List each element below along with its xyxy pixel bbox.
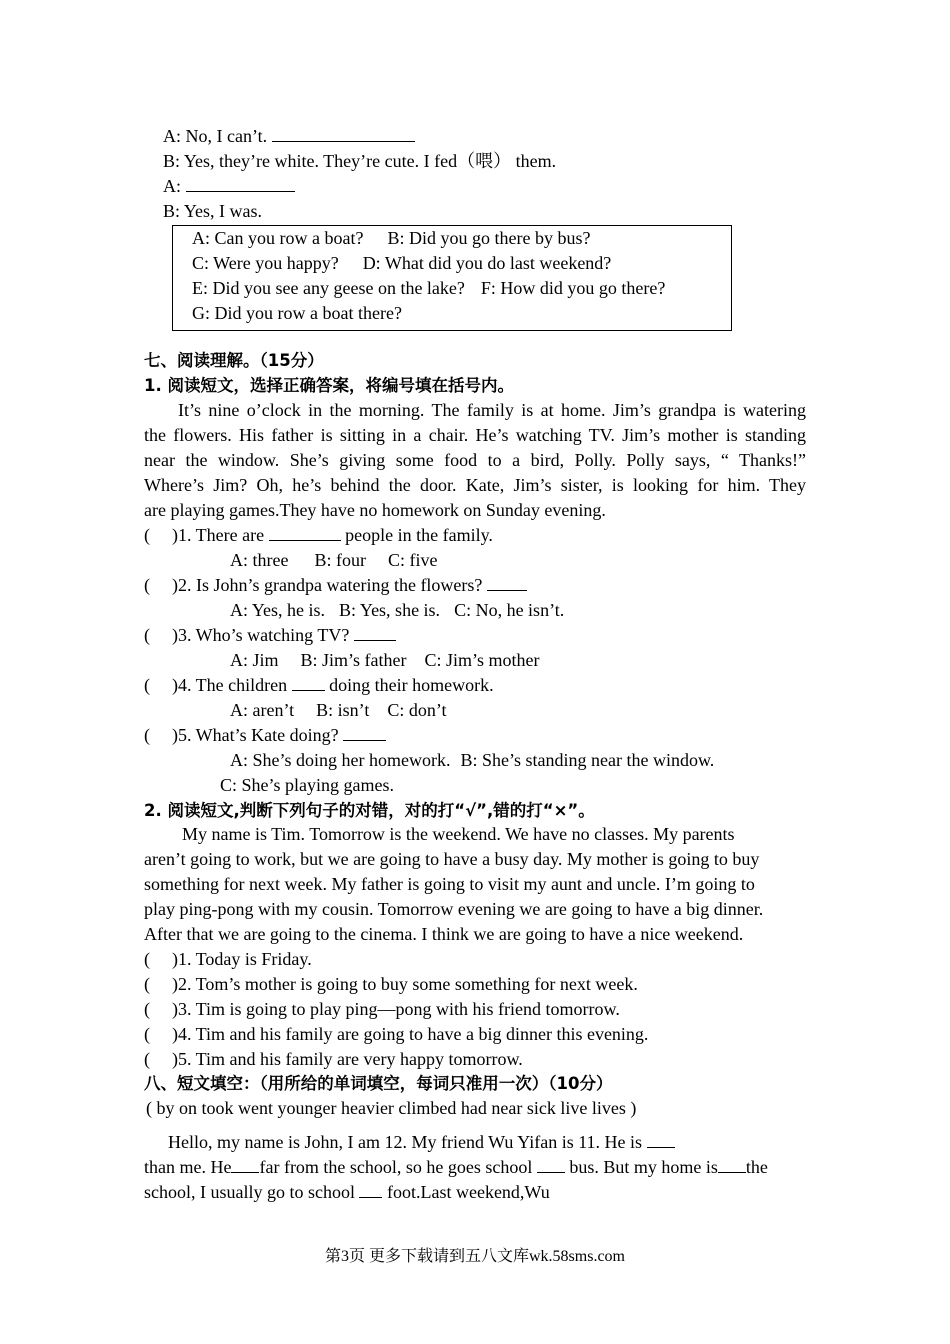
option-row-1: A: Can you row a boat? B: Did you go there by bus? <box>192 228 591 248</box>
option-row-2: C: Were you happy? D: What did you do last weekend? <box>192 253 612 273</box>
question-3-options: A: Jim B: Jim’s father C: Jim’s mother <box>230 650 540 670</box>
reading-passage-2: My name is Tim. Tomorrow is the weekend. We have no classes. My parents aren’t going to work, but we are going to have a busy day. My mother is going to buy something for next week. My father is going to visit my aunt and uncle. I’m going to play ping-pong with my cousin. Tomorrow evening we are going to have a big dinner. After that we are going to the cinema. I think we are going to have a nice weekend. <box>144 824 764 944</box>
part-1-title: 1. 阅读短文，选择正确答案，将编号填在括号内。 <box>144 376 514 395</box>
part-2-title: 2. 阅读短文,判断下列句子的对错，对的打“√”,错的打“×”。 <box>144 801 595 820</box>
cloze-line-2: than me. He far from the school, so he goes school bus. But my home is the <box>144 1157 768 1177</box>
dialogue-line-4: B: Yes, I was. <box>163 201 263 221</box>
judge-item-4: ( )4. Tim and his family are going to have a big dinner this evening. <box>144 1024 649 1044</box>
answer-blank[interactable] <box>272 124 415 142</box>
section-7-title: 七、阅读理解。（15分） <box>144 351 324 370</box>
answer-blank[interactable] <box>718 1155 746 1173</box>
question-4: ( )4. The children doing their homework. <box>144 675 494 695</box>
cloze-line-1: Hello, my name is John, I am 12. My friend Wu Yifan is 11. He is <box>168 1130 675 1155</box>
judge-item-5: ( )5. Tim and his family are very happy tomorrow. <box>144 1049 523 1069</box>
dialogue-line-2: B: Yes, they’re white. They’re cute. I fed（喂） them. <box>163 151 557 171</box>
question-4-options: A: aren’t B: isn’t C: don’t <box>230 700 447 720</box>
question-2: ( )2. Is John’s grandpa watering the flowers? <box>144 573 527 598</box>
question-5: ( )5. What’s Kate doing? <box>144 723 386 748</box>
question-1-options: A: three B: four C: five <box>230 550 438 570</box>
dialogue-line-3: A: <box>163 174 295 199</box>
answer-blank[interactable] <box>647 1130 675 1148</box>
reading-passage-1: It’s nine o’clock in the morning. The family is at home. Jim’s grandpa is watering the flowers. His father is sitting in a chair. He’s watching TV. Jim’s mother is standing near the window. She’s giving some food to a bird, Polly. Polly says, “ Thanks!” Where’s Jim? Oh, he’s behind the door. Kate, Jim’s sister, is looking for him. They are playing games.They have no homework on Sunday evening. <box>144 400 806 520</box>
answer-blank[interactable] <box>343 723 386 741</box>
answer-blank[interactable] <box>231 1155 259 1173</box>
answer-blank[interactable] <box>269 523 341 541</box>
section-8-title: 八、短文填空：（用所给的单词填空，每词只准用一次）（10分） <box>144 1074 613 1093</box>
question-2-options: A: Yes, he is. B: Yes, she is. C: No, he isn’t. <box>230 600 565 620</box>
question-5-option-c: C: She’s playing games. <box>220 775 394 795</box>
dialogue-line-1: A: No, I can’t. <box>163 124 415 149</box>
question-3: ( )3. Who’s watching TV? <box>144 623 396 648</box>
answer-blank[interactable] <box>186 174 295 192</box>
option-row-4: G: Did you row a boat there? <box>192 303 402 323</box>
answer-blank[interactable] <box>487 573 527 591</box>
answer-blank[interactable] <box>354 623 396 641</box>
judge-item-3: ( )3. Tim is going to play ping—pong with his friend tomorrow. <box>144 999 620 1019</box>
word-bank: ( by on took went younger heavier climbed had near sick live lives ) <box>146 1098 637 1118</box>
cloze-line-3: school, I usually go to school foot.Last weekend,Wu <box>144 1182 550 1202</box>
answer-blank[interactable] <box>292 673 325 691</box>
question-5-options: A: She’s doing her homework. B: She’s standing near the window. <box>230 750 715 770</box>
question-1: ( )1. There are people in the family. <box>144 525 493 545</box>
option-row-3: E: Did you see any geese on the lake? F: How did you go there? <box>192 278 666 298</box>
answer-blank[interactable] <box>537 1155 565 1173</box>
judge-item-2: ( )2. Tom’s mother is going to buy some something for next week. <box>144 974 638 994</box>
judge-item-1: ( )1. Today is Friday. <box>144 949 312 969</box>
option-box <box>172 225 732 331</box>
answer-blank[interactable] <box>359 1180 382 1198</box>
page-footer: 第3页 更多下载请到五八文库wk.58sms.com <box>324 1248 625 1265</box>
